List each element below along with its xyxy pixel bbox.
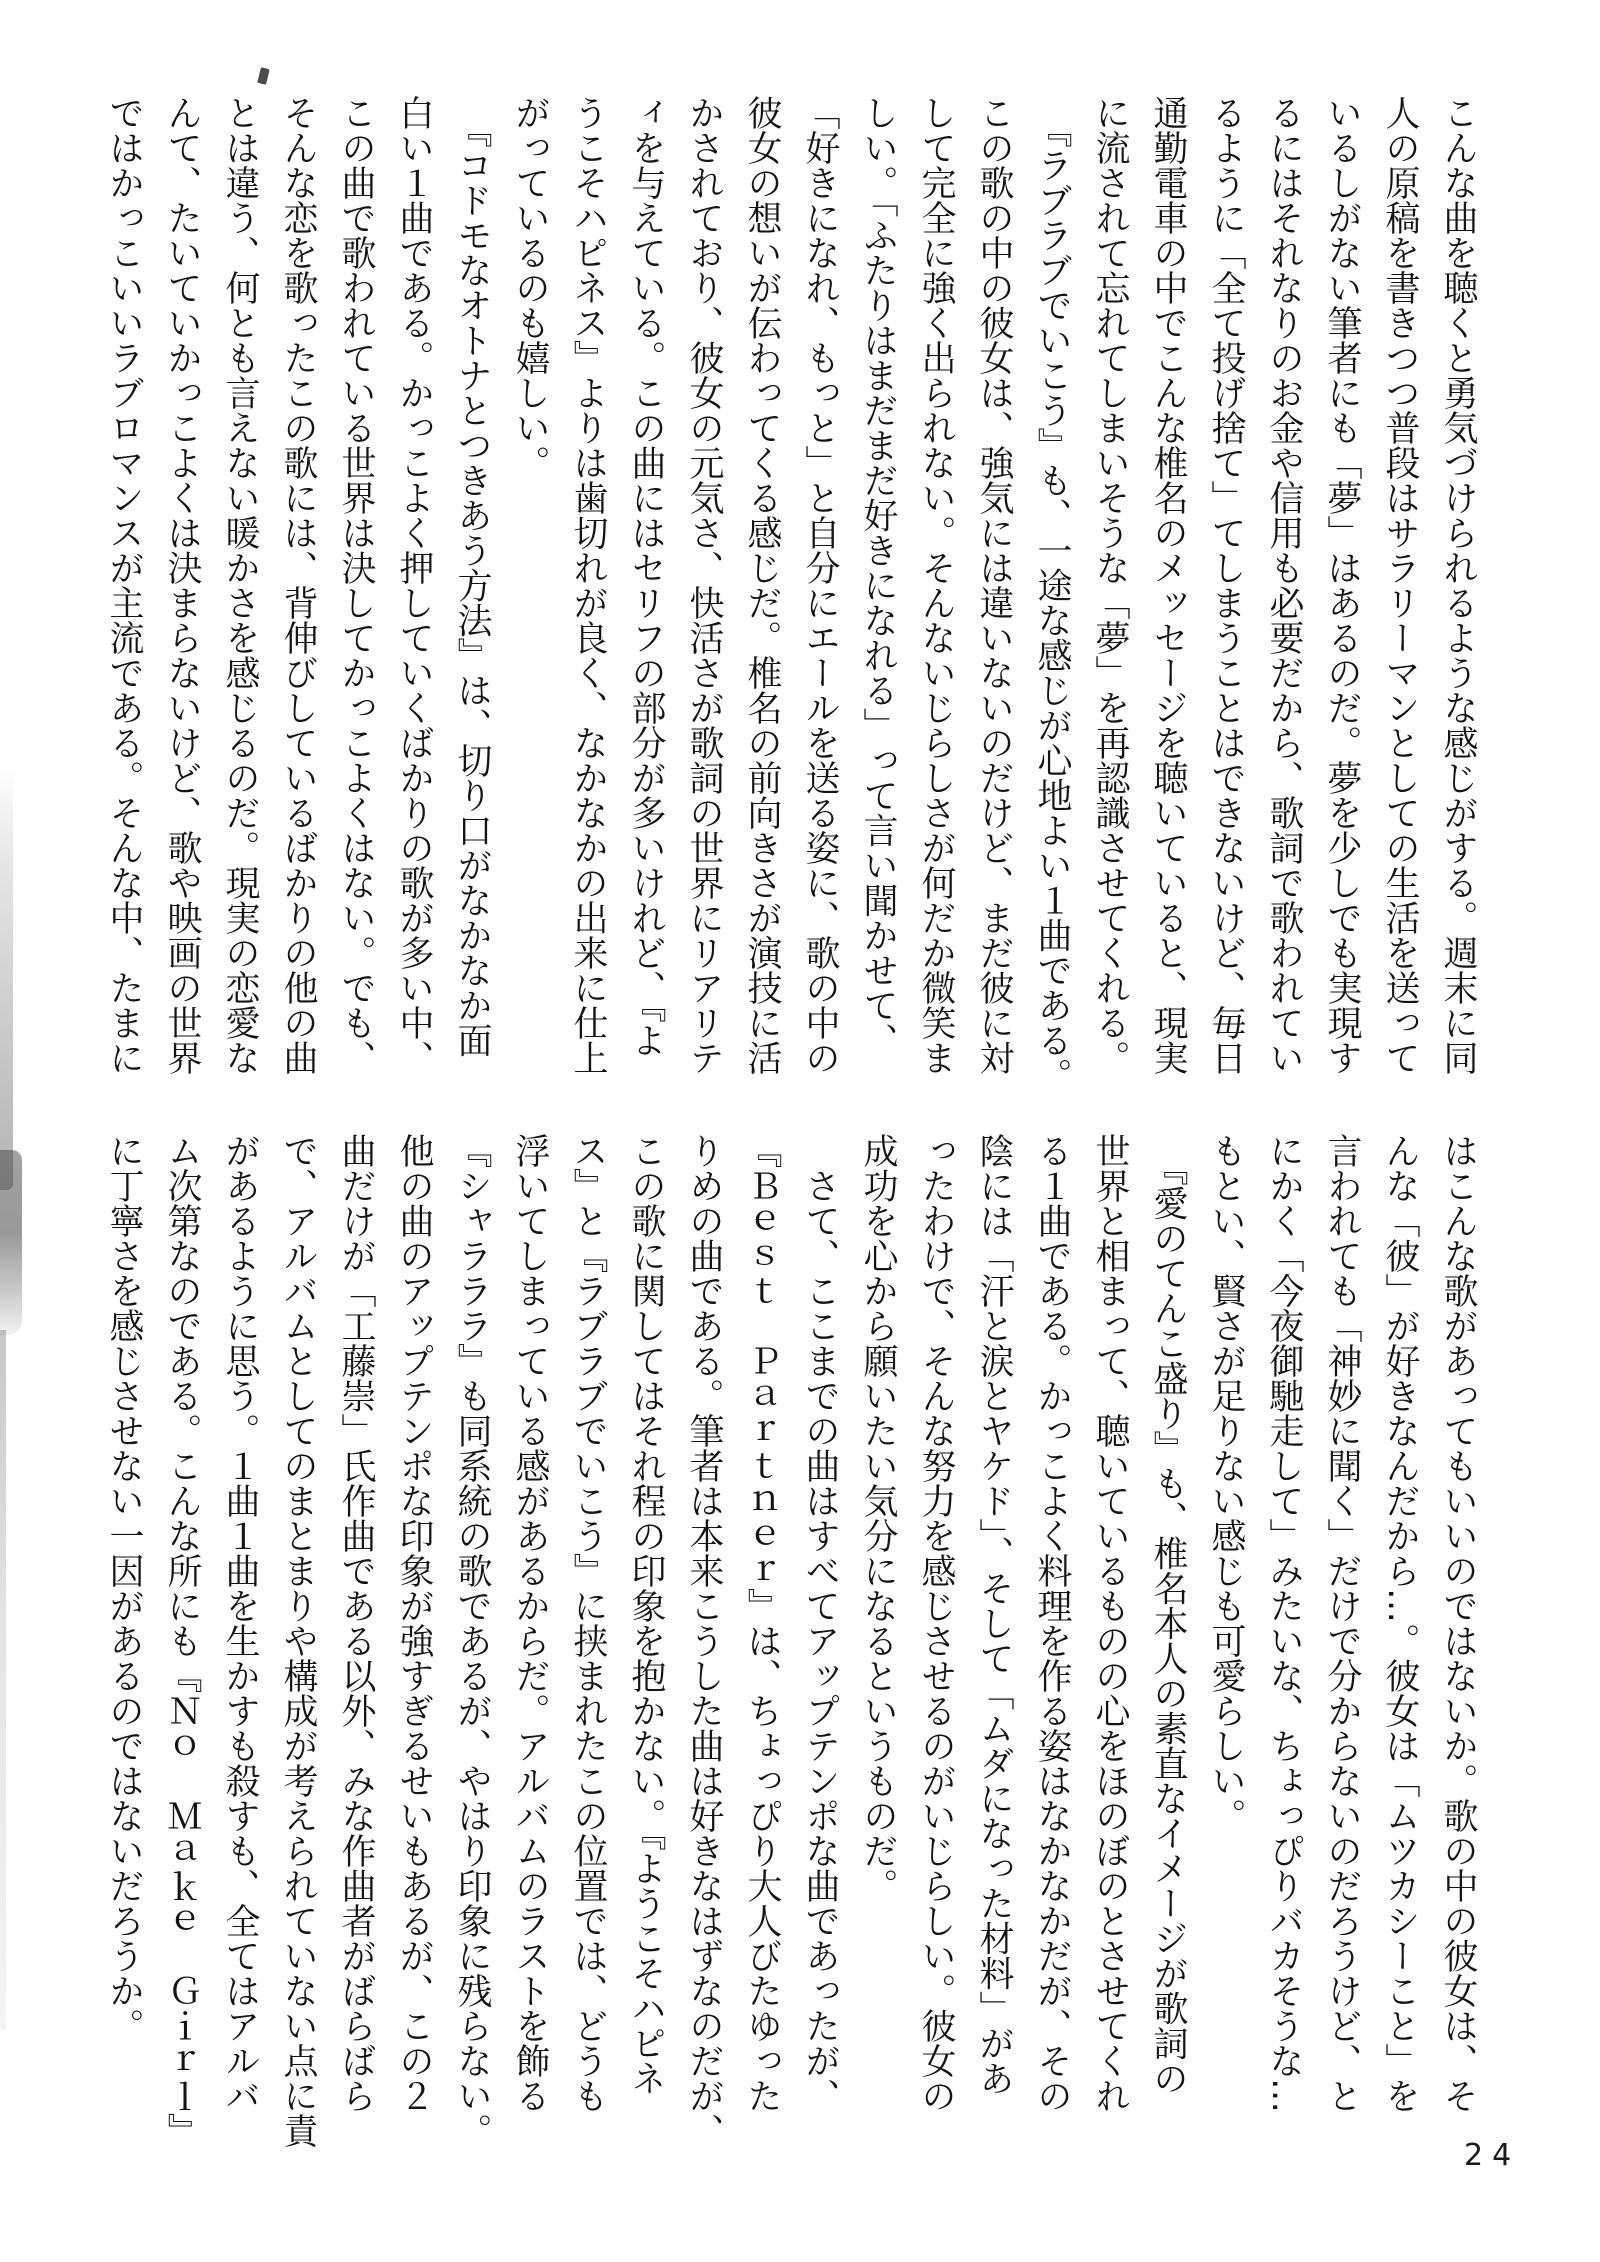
text-column: うこそハピネス』よりは歯切れが良く、なかなかの出来に仕上 [568, 95, 608, 1075]
scan-edge-blob-artifact [0, 1150, 22, 1335]
text-column: とは違う、何とも言えない暖かさを感じるのだ。現実の恋愛な [220, 95, 260, 1075]
text-column: るにはそれなりのお金や信用も必要だから、歌詞で歌われてい [1264, 95, 1304, 1075]
text-column: で、アルバムとしてのまとまりや構成が考えられていない点に責 [278, 1133, 318, 2148]
text-column: かされており、彼女の元気さ、快活さが歌詞の世界にリアリテ [684, 95, 724, 1075]
text-column: 言われても「神妙に聞く」だけで分からないのだろうけど、と [1322, 1133, 1362, 2113]
article-text-block-top [95, 95, 1487, 1093]
text-column: ス』と『ラブラブでいこう』に挟まれたこの位置では、どうも [568, 1133, 608, 2113]
text-column: こんな曲を聴くと勇気づけられるような感じがする。週末に同 [1438, 95, 1478, 1075]
text-column: ではかっこいいラブロマンスが主流である。そんな中、たまに [104, 95, 144, 1075]
text-column: この歌の中の彼女は、強気には違いないのだけど、まだ彼に対 [974, 95, 1014, 1075]
text-column: 曲だけが「工藤崇」氏作曲である以外、みな作曲者がばらばら [336, 1133, 376, 2113]
text-column: 陰には「汗と涙とヤケド」、そして「ムダになった材料」があ [974, 1133, 1014, 2096]
text-column: 人の原稿を書きつつ普段はサラリーマンとしての生活を送って [1380, 95, 1420, 1075]
text-column: があるように思う。１曲１曲を生かすも殺すも、全てはアルバ [220, 1133, 260, 2113]
text-column: りめの曲である。筆者は本来こうした曲は好きなはずなのだが、 [684, 1133, 724, 2148]
text-column: 成功を心から願いたい気分になるというものだ。 [858, 1133, 898, 1903]
text-column: がっているのも嬉しい。 [510, 95, 550, 480]
text-column: 『シャラララ』も同系統の歌であるが、やはり印象に残らない。 [452, 1133, 492, 2148]
scan-speck-artifact [257, 67, 270, 85]
text-column: に流されて忘れてしまいそうな「夢」を再認識させてくれる。 [1090, 95, 1130, 1075]
text-column: ム次第なのである。こんな所にも『Ｎｏ Ｍａｋｅ Ｇｉｒｌ』 [162, 1133, 202, 2148]
text-column: にかく「今夜御馳走して」みたいな、ちょっぴりバカそうな… [1264, 1133, 1304, 2113]
text-column: そんな恋を歌ったこの歌には、背伸びしているばかりの他の曲 [278, 95, 318, 1075]
text-column: この歌に関してはそれ程の印象を抱かない。『ようこそハピネ [626, 1133, 666, 2096]
article-text-block-bottom [95, 1133, 1487, 2148]
text-column: はこんな歌があってもいいのではないか。歌の中の彼女は、そ [1438, 1133, 1478, 2113]
text-column: 白い１曲である。かっこよく押していくばかりの歌が多い中、 [394, 95, 434, 1075]
text-column: 「好きになれ、もっと」と自分にエールを送る姿に、歌の中の [800, 95, 840, 1075]
text-column: 『ラブラブでいこう』も、一途な感じが心地よい１曲である。 [1032, 95, 1072, 1093]
text-column: しい。「ふたりはまだまだ好きになれる」って言い聞かせて、 [858, 95, 898, 1058]
text-column: んな「彼」が好きなんだから…。彼女は「ムツカシーこと」を [1380, 1133, 1420, 2113]
text-column: さて、ここまでの曲はすべてアップテンポな曲であったが、 [800, 1133, 840, 2113]
text-column: 『コドモなオトナとつきあう方法』は、切り口がなかなか面 [452, 95, 492, 1058]
text-column: 彼女の想いが伝わってくる感じだ。椎名の前向きさが演技に活 [742, 95, 782, 1075]
text-column: 通勤電車の中でこんな椎名のメッセージを聴いていると、現実 [1148, 95, 1188, 1075]
scan-edge-streak-artifact [0, 770, 13, 1190]
text-column: この曲で歌われている世界は決してかっこよくはない。でも、 [336, 95, 376, 1075]
text-column: る１曲である。かっこよく料理を作る姿はなかなかだが、その [1032, 1133, 1072, 2113]
scan-edge-tail-artifact [0, 1330, 6, 2030]
text-column: んて、たいていかっこよくは決まらないけど、歌や映画の世界 [162, 95, 202, 1075]
page-number: 24 [1464, 2138, 1521, 2173]
text-column: ったわけで、そんな努力を感じさせるのがいじらしい。彼女の [916, 1133, 956, 2113]
text-column: 世界と相まって、聴いているものの心をほのぼのとさせてくれ [1090, 1133, 1130, 2113]
text-column: るように「全て投げ捨て」てしまうことはできないけど、毎日 [1206, 95, 1246, 1075]
text-column: 『Ｂｅｓｔ Ｐａｒｔｎｅｒ』は、ちょっぴり大人びたゆった [742, 1133, 782, 2113]
text-column: 浮いてしまっている感があるからだ。アルバムのラストを飾る [510, 1133, 550, 2113]
text-column: いるしがない筆者にも「夢」はあるのだ。夢を少しでも実現す [1322, 95, 1362, 1075]
text-column: 『愛のてんこ盛り』も、椎名本人の素直なイメージが歌詞の [1148, 1133, 1188, 2096]
text-column: もとい、賢さが足りない感じも可愛らしい。 [1206, 1133, 1246, 1833]
text-column: 他の曲のアップテンポな印象が強すぎるせいもあるが、この２ [394, 1133, 434, 2113]
text-column: ィを与えている。この曲にはセリフの部分が多いけれど、『よ [626, 95, 666, 1058]
text-column: に丁寧さを感じさせない一因があるのではないだろうか。 [104, 1133, 144, 2043]
text-column: して完全に強く出られない。そんないじらしさが何だか微笑ま [916, 95, 956, 1075]
